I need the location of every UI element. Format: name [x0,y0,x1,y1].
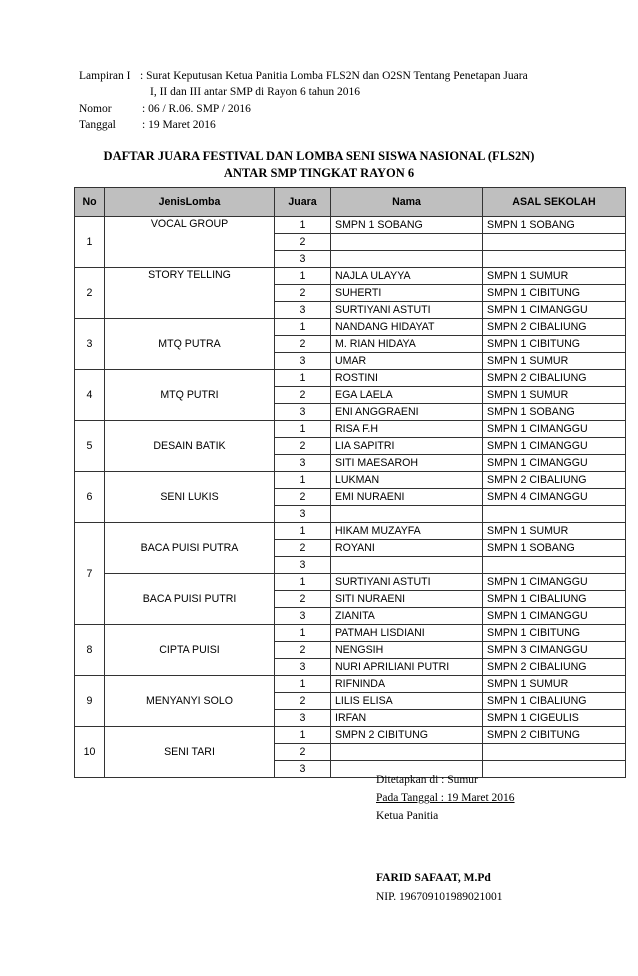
cell-asal-sekolah: SMPN 1 CIBITUNG [483,625,626,642]
cell-no: 2 [75,268,105,319]
cell-juara: 3 [275,557,331,574]
tanggal-value: : 19 Maret 2016 [142,119,216,131]
cell-nama: ENI ANGGRAENI [331,404,483,421]
cell-juara: 3 [275,455,331,472]
cell-juara: 3 [275,608,331,625]
cell-juara: 1 [275,523,331,540]
cell-asal-sekolah: SMPN 1 CIGEULIS [483,710,626,727]
cell-nama: LILIS ELISA [331,693,483,710]
table-row [75,217,626,234]
cell-asal-sekolah: SMPN 1 CIMANGGU [483,574,626,591]
cell-no: 5 [75,421,105,472]
cell-nama: NENGSIH [331,642,483,659]
cell-juara: 1 [275,472,331,489]
cell-asal-sekolah: SMPN 1 CIMANGGU [483,302,626,319]
cell-nama: SURTIYANI ASTUTI [331,574,483,591]
cell-no: 7 [75,523,105,625]
cell-nama: UMAR [331,353,483,370]
cell-asal-sekolah: SMPN 1 CIBITUNG [483,336,626,353]
cell-asal-sekolah [483,744,626,761]
signer-name: FARID SAFAAT, M.Pd [376,872,491,884]
cell-jenis-lomba: SENI TARI [105,727,275,778]
cell-jenis-lomba: MTQ PUTRI [105,370,275,421]
cell-asal-sekolah: SMPN 1 CIMANGGU [483,438,626,455]
cell-asal-sekolah: SMPN 1 SOBANG [483,404,626,421]
cell-asal-sekolah: SMPN 1 CIMANGGU [483,421,626,438]
cell-jenis-lomba: BACA PUISI PUTRA [105,523,275,574]
cell-no: 1 [75,217,105,268]
cell-juara: 2 [275,336,331,353]
header-jenis-lomba: JenisLomba [105,188,275,217]
cell-nama: HIKAM MUZAYFA [331,523,483,540]
tanggal-label: Tanggal [79,119,116,131]
cell-nama: LUKMAN [331,472,483,489]
cell-jenis-lomba: BACA PUISI PUTRI [105,574,275,625]
ketua-panitia: Ketua Panitia [376,810,439,822]
cell-juara: 1 [275,319,331,336]
cell-nama: NURI APRILIANI PUTRI [331,659,483,676]
lampiran-label: Lampiran I [79,70,131,82]
cell-asal-sekolah: SMPN 2 CIBALIUNG [483,659,626,676]
cell-juara: 2 [275,744,331,761]
table-row [75,268,626,285]
cell-jenis-lomba: CIPTA PUISI [105,625,275,676]
document-title: DAFTAR JUARA FESTIVAL DAN LOMBA SENI SISWA NASIONAL (FLS2N) [103,149,535,163]
cell-jenis-lomba: MTQ PUTRA [105,319,275,370]
cell-juara: 2 [275,234,331,251]
cell-asal-sekolah: SMPN 1 CIBALIUNG [483,591,626,608]
cell-jenis-lomba: MENYANYI SOLO [105,676,275,727]
cell-juara: 2 [275,285,331,302]
header-no: No [75,188,105,217]
cell-asal-sekolah [483,234,626,251]
table-row [75,319,626,336]
header-asal-sekolah: ASAL SEKOLAH [483,188,626,217]
cell-juara: 1 [275,676,331,693]
cell-asal-sekolah: SMPN 1 SUMUR [483,523,626,540]
cell-nama: NANDANG HIDAYAT [331,319,483,336]
cell-juara: 3 [275,404,331,421]
cell-nama: ROSTINI [331,370,483,387]
cell-nama: SMPN 2 CIBITUNG [331,727,483,744]
cell-juara: 1 [275,370,331,387]
cell-juara: 3 [275,761,331,778]
cell-no: 9 [75,676,105,727]
cell-nama: SMPN 1 SOBANG [331,217,483,234]
cell-juara: 1 [275,268,331,285]
cell-nama: SITI NURAENI [331,591,483,608]
cell-juara: 1 [275,727,331,744]
ditetapkan-di: Ditetapkan di : Sumur [376,774,478,786]
cell-asal-sekolah: SMPN 4 CIMANGGU [483,489,626,506]
cell-asal-sekolah [483,251,626,268]
cell-asal-sekolah: SMPN 1 CIMANGGU [483,608,626,625]
cell-asal-sekolah: SMPN 1 SUMUR [483,268,626,285]
cell-asal-sekolah [483,761,626,778]
table-row [75,625,626,642]
header-juara: Juara [275,188,331,217]
cell-juara: 2 [275,387,331,404]
cell-asal-sekolah: SMPN 1 SUMUR [483,387,626,404]
cell-asal-sekolah [483,506,626,523]
cell-no: 3 [75,319,105,370]
cell-nama: RISA F.H [331,421,483,438]
header-nama: Nama [331,188,483,217]
cell-nama: SITI MAESAROH [331,455,483,472]
cell-asal-sekolah: SMPN 3 CIMANGGU [483,642,626,659]
cell-juara: 2 [275,489,331,506]
cell-nama: LIA SAPITRI [331,438,483,455]
cell-jenis-lomba: VOCAL GROUP [105,217,275,268]
cell-asal-sekolah: SMPN 1 CIBITUNG [483,285,626,302]
cell-nama: RIFNINDA [331,676,483,693]
cell-asal-sekolah: SMPN 1 SOBANG [483,217,626,234]
cell-juara: 3 [275,710,331,727]
cell-juara: 3 [275,302,331,319]
table-row [75,676,626,693]
table-row [75,523,626,540]
cell-juara: 1 [275,625,331,642]
cell-nama: NAJLA ULAYYA [331,268,483,285]
table-header-row [75,188,626,217]
pada-tanggal: Pada Tanggal : 19 Maret 2016 [376,792,515,804]
cell-no: 4 [75,370,105,421]
cell-nama: IRFAN [331,710,483,727]
cell-jenis-lomba: SENI LUKIS [105,472,275,523]
cell-asal-sekolah: SMPN 1 CIMANGGU [483,455,626,472]
cell-nama: ROYANI [331,540,483,557]
lampiran-description: : Surat Keputusan Ketua Panitia Lomba FLS2N dan O2SN Tentang Penetapan Juara [140,70,528,82]
cell-no: 10 [75,727,105,778]
cell-juara: 3 [275,353,331,370]
cell-nama: ZIANITA [331,608,483,625]
cell-jenis-lomba: DESAIN BATIK [105,421,275,472]
cell-juara: 3 [275,251,331,268]
cell-nama: PATMAH LISDIANI [331,625,483,642]
cell-nama [331,234,483,251]
cell-asal-sekolah: SMPN 1 SUMUR [483,676,626,693]
table-row [75,727,626,744]
cell-juara: 2 [275,693,331,710]
table-row [75,370,626,387]
cell-juara: 2 [275,540,331,557]
cell-asal-sekolah: SMPN 1 SUMUR [483,353,626,370]
cell-no: 6 [75,472,105,523]
lampiran-description-line2: I, II dan III antar SMP di Rayon 6 tahun 2016 [150,86,361,98]
cell-juara: 1 [275,217,331,234]
cell-juara: 2 [275,591,331,608]
cell-juara: 3 [275,506,331,523]
winners-table [74,187,626,778]
cell-nama: M. RIAN HIDAYA [331,336,483,353]
table-row [75,574,626,591]
cell-nama [331,506,483,523]
cell-nama: SURTIYANI ASTUTI [331,302,483,319]
cell-asal-sekolah: SMPN 1 SOBANG [483,540,626,557]
cell-asal-sekolah: SMPN 1 CIBALIUNG [483,693,626,710]
table-row [75,472,626,489]
cell-asal-sekolah: SMPN 2 CIBITUNG [483,727,626,744]
nomor-label: Nomor [79,103,112,115]
cell-juara: 1 [275,421,331,438]
cell-asal-sekolah: SMPN 2 CIBALIUNG [483,370,626,387]
cell-juara: 2 [275,438,331,455]
cell-asal-sekolah: SMPN 2 CIBALIUNG [483,319,626,336]
cell-juara: 3 [275,659,331,676]
cell-juara: 1 [275,574,331,591]
cell-no: 8 [75,625,105,676]
cell-nama: EMI NURAENI [331,489,483,506]
cell-juara: 2 [275,642,331,659]
cell-nama [331,557,483,574]
cell-asal-sekolah [483,557,626,574]
signer-nip: NIP. 196709101989021001 [376,891,503,903]
cell-nama [331,744,483,761]
cell-nama [331,251,483,268]
table-row [75,421,626,438]
cell-nama: EGA LAELA [331,387,483,404]
document-subtitle: ANTAR SMP TINGKAT RAYON 6 [223,166,415,180]
cell-nama: SUHERTI [331,285,483,302]
cell-asal-sekolah: SMPN 2 CIBALIUNG [483,472,626,489]
nomor-value: : 06 / R.06. SMP / 2016 [142,103,251,115]
cell-jenis-lomba: STORY TELLING [105,268,275,319]
